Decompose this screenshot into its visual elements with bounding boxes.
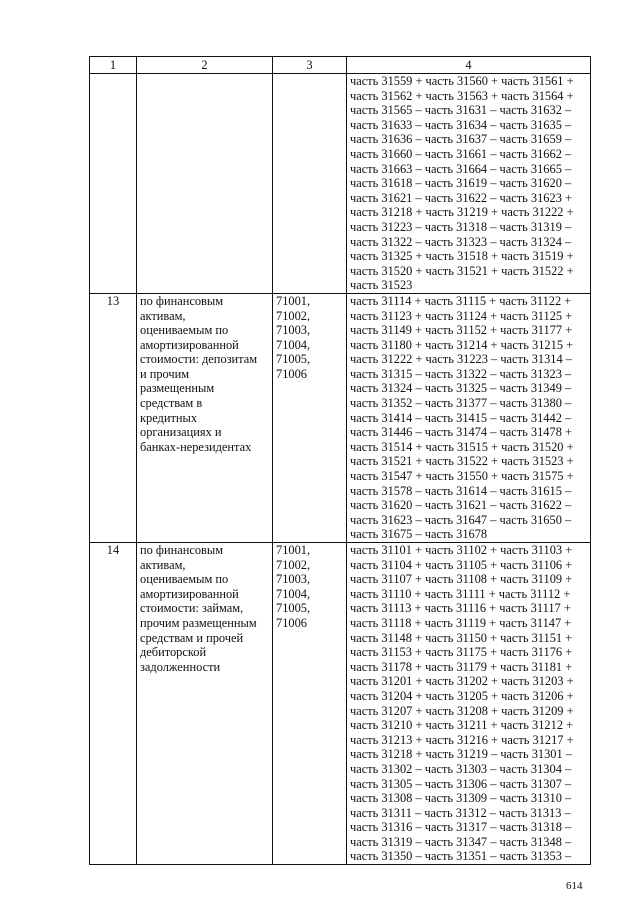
text-line: стоимости: депозитам xyxy=(140,352,258,367)
text-line: размещенным xyxy=(140,381,215,396)
text-line: и прочим xyxy=(140,366,190,381)
text-line: часть 31222 + часть 31223 – часть 31314 – xyxy=(350,352,572,367)
text-line: задолженности xyxy=(140,659,221,674)
text-line: часть 31218 + часть 31219 – часть 31301 – xyxy=(350,747,572,762)
text-line: часть 31316 – часть 31317 – часть 31318 – xyxy=(350,820,572,835)
text-line: часть 31565 – часть 31631 – часть 31632 – xyxy=(350,103,572,118)
text-line: часть 31302 – часть 31303 – часть 31304 – xyxy=(350,761,572,776)
text-line: 71006 xyxy=(276,615,307,630)
text-line: часть 31620 – часть 31621 – часть 31622 – xyxy=(350,498,572,513)
row-codes-cell xyxy=(273,293,347,542)
table-row-14 xyxy=(90,543,591,865)
text-line: средствам в xyxy=(140,396,203,411)
text-line: часть 31101 + часть 31102 + часть 31103 + xyxy=(350,543,573,557)
text-line: 71001, xyxy=(276,293,311,308)
text-line: часть 31675 – часть 31678 xyxy=(350,527,488,542)
text-line: активам, xyxy=(140,557,186,572)
text-line: часть 31207 + часть 31208 + часть 31209 + xyxy=(350,703,574,718)
text-line: часть 31311 – часть 31312 – часть 31313 – xyxy=(350,805,571,820)
text-line: часть 31623 – часть 31647 – часть 31650 – xyxy=(350,512,572,527)
text-line: по финансовым xyxy=(140,543,224,557)
text-line: часть 31578 – часть 31614 – часть 31615 – xyxy=(350,483,572,498)
text-line: часть 31523 xyxy=(350,278,413,293)
text-line: часть 31218 + часть 31219 + часть 31222 + xyxy=(350,205,574,220)
text-line: оцениваемым по xyxy=(140,323,229,338)
text-line: по финансовым xyxy=(140,293,224,308)
text-line: часть 31305 – часть 31306 – часть 31307 – xyxy=(350,776,572,791)
text-line: часть 31633 – часть 31634 – часть 31635 – xyxy=(350,117,572,132)
text-line: часть 31350 – часть 31351 – часть 31353 – xyxy=(350,849,572,864)
text-line: часть 31514 + часть 31515 + часть 31520 + xyxy=(350,439,574,454)
text-line: часть 31178 + часть 31179 + часть 31181 + xyxy=(350,659,573,674)
text-line: часть 31446 – часть 31474 – часть 31478 + xyxy=(350,425,572,440)
text-line: часть 31153 + часть 31175 + часть 31176 + xyxy=(350,645,573,660)
row-name-cell xyxy=(137,74,273,294)
text-line: часть 31352 – часть 31377 – часть 31380 – xyxy=(350,396,572,411)
row-formula-cell xyxy=(347,74,591,294)
text-line: амортизированной xyxy=(140,337,239,352)
text-line: банках-нерезидентах xyxy=(140,439,252,454)
text-line: часть 31325 + часть 31518 + часть 31519 + xyxy=(350,249,574,264)
row-name-cell xyxy=(137,543,273,865)
text-line: часть 31315 – часть 31322 – часть 31323 – xyxy=(350,366,572,381)
text-line: часть 31123 + часть 31124 + часть 31125 + xyxy=(350,308,573,323)
text-line: 71002, xyxy=(276,557,311,572)
text-line: часть 31559 + часть 31560 + часть 31561 + xyxy=(350,74,574,88)
column-header-1: 1 xyxy=(90,57,137,74)
text-line: часть 31204 + часть 31205 + часть 31206 + xyxy=(350,688,574,703)
text-line: часть 31210 + часть 31211 + часть 31212 + xyxy=(350,718,574,733)
text-line: часть 31223 – часть 31318 – часть 31319 – xyxy=(350,219,572,234)
text-line: часть 31113 + часть 31116 + часть 31117 + xyxy=(350,601,571,616)
row-number-cell xyxy=(90,74,137,294)
text-line: 71001, xyxy=(276,543,311,557)
text-line: часть 31636 – часть 31637 – часть 31659 – xyxy=(350,132,572,147)
text-line: 71005, xyxy=(276,601,311,616)
text-line: 71003, xyxy=(276,572,311,587)
text-line: часть 31149 + часть 31152 + часть 31177 + xyxy=(350,323,573,338)
text-line: часть 31547 + часть 31550 + часть 31575 + xyxy=(350,469,574,484)
text-line: часть 31308 – часть 31309 – часть 31310 – xyxy=(350,791,572,806)
text-line: часть 31110 + часть 31111 + часть 31112 + xyxy=(350,586,571,601)
text-line: кредитных xyxy=(140,410,198,425)
row-name-cell xyxy=(137,293,273,542)
text-line: средствам и прочей xyxy=(140,630,244,645)
text-line: 71004, xyxy=(276,337,311,352)
text-line: часть 31520 + часть 31521 + часть 31522 + xyxy=(350,263,574,278)
row-formula-cell xyxy=(347,543,591,865)
table-header-row xyxy=(90,57,591,74)
row-codes-cell xyxy=(273,543,347,865)
row-number-cell: 14 xyxy=(90,543,137,865)
text-line: часть 31114 + часть 31115 + часть 31122 + xyxy=(350,293,572,308)
text-line: часть 31663 – часть 31664 – часть 31665 – xyxy=(350,161,572,176)
text-line: часть 31107 + часть 31108 + часть 31109 + xyxy=(350,572,573,587)
text-line: организациях и xyxy=(140,425,222,440)
text-line: амортизированной xyxy=(140,586,239,601)
text-line: дебиторской xyxy=(140,645,207,660)
text-line: часть 31148 + часть 31150 + часть 31151 + xyxy=(350,630,573,645)
text-line: часть 31621 – часть 31622 – часть 31623 + xyxy=(350,190,572,205)
text-line: часть 31324 – часть 31325 – часть 31349 – xyxy=(350,381,572,396)
text-line: 71002, xyxy=(276,308,311,323)
table-row-continuation xyxy=(90,74,591,294)
row-number-cell: 13 xyxy=(90,293,137,542)
text-line: часть 31104 + часть 31105 + часть 31106 + xyxy=(350,557,573,572)
text-line: часть 31213 + часть 31216 + часть 31217 + xyxy=(350,732,574,747)
text-line: 71003, xyxy=(276,323,311,338)
text-line: часть 31660 – часть 31661 – часть 31662 – xyxy=(350,146,572,161)
text-line: часть 31180 + часть 31214 + часть 31215 + xyxy=(350,337,574,352)
column-header-2: 2 xyxy=(137,57,273,74)
row-codes-cell xyxy=(273,74,347,294)
column-header-3: 3 xyxy=(273,57,347,74)
text-line: 71006 xyxy=(276,366,307,381)
text-line: оцениваемым по xyxy=(140,572,229,587)
text-line: часть 31562 + часть 31563 + часть 31564 + xyxy=(350,88,574,103)
document-table xyxy=(89,56,591,865)
text-line: часть 31118 + часть 31119 + часть 31147 + xyxy=(350,615,572,630)
text-line: часть 31319 – часть 31347 – часть 31348 – xyxy=(350,834,572,849)
row-formula-cell xyxy=(347,293,591,542)
text-line: 71004, xyxy=(276,586,311,601)
text-line: стоимости: займам, xyxy=(140,601,244,616)
text-line: часть 31322 – часть 31323 – часть 31324 – xyxy=(350,234,572,249)
column-header-4: 4 xyxy=(347,57,591,74)
text-line: прочим размещенным xyxy=(140,615,257,630)
text-line: активам, xyxy=(140,308,186,323)
text-line: часть 31201 + часть 31202 + часть 31203 + xyxy=(350,674,574,689)
text-line: часть 31521 + часть 31522 + часть 31523 + xyxy=(350,454,574,469)
table-row-13 xyxy=(90,293,591,542)
text-line: часть 31414 – часть 31415 – часть 31442 – xyxy=(350,410,572,425)
text-line: 71005, xyxy=(276,352,311,367)
text-line: часть 31618 – часть 31619 – часть 31620 – xyxy=(350,176,572,191)
page-number: 614 xyxy=(566,880,583,892)
